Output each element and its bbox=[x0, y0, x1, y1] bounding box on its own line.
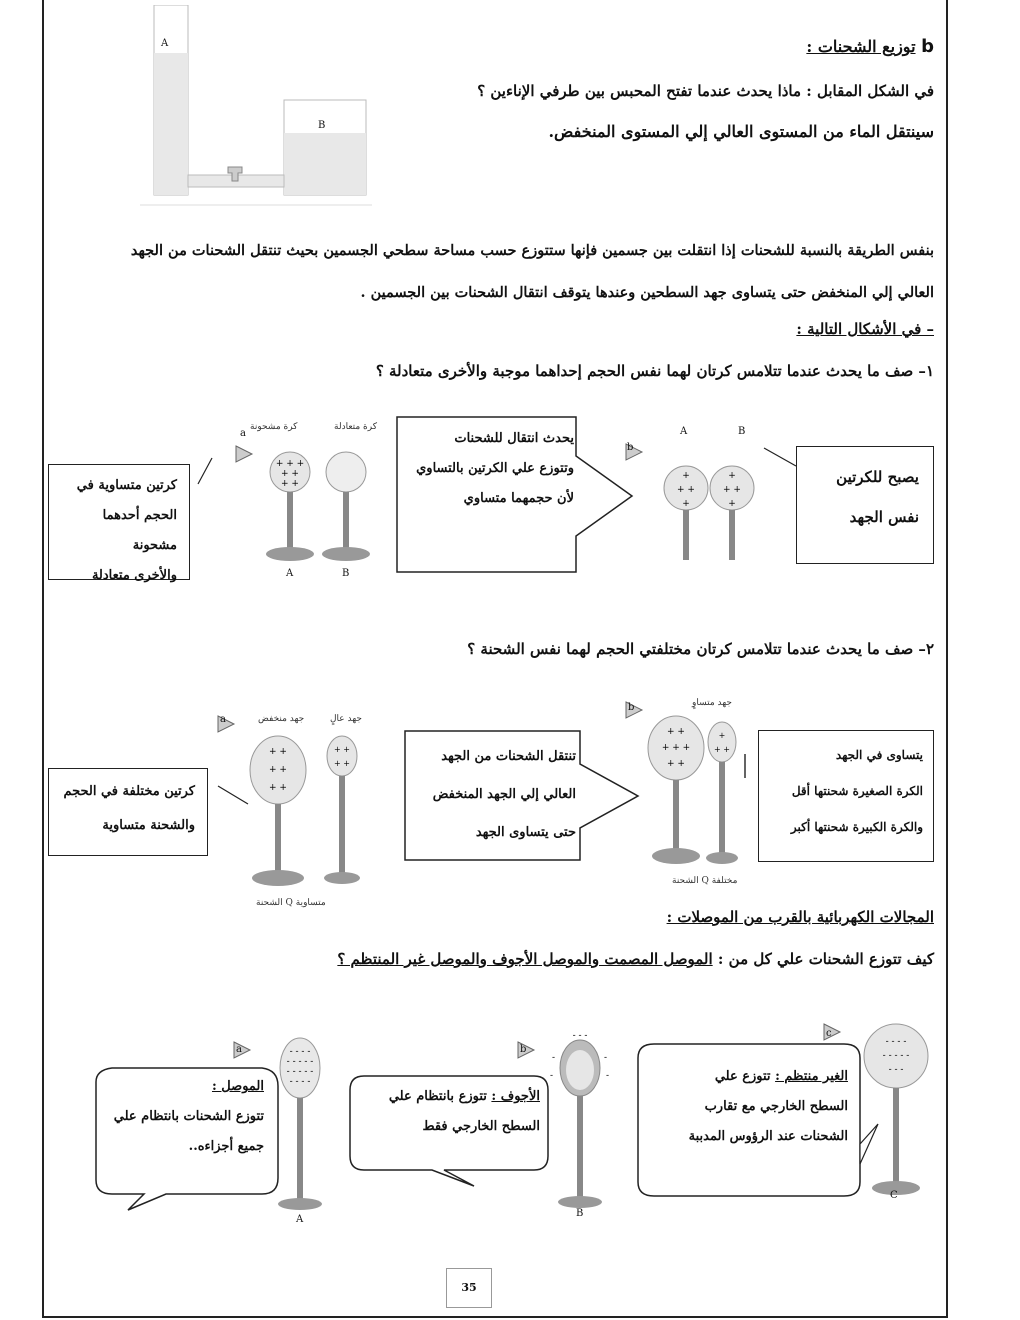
svg-text:- - -: - - - bbox=[572, 1031, 588, 1041]
q1-right-box bbox=[796, 446, 934, 564]
svg-text:+ + +: + + + bbox=[661, 743, 691, 753]
q2-arrow-text bbox=[410, 738, 576, 852]
paragraph-line-1: بنفس الطريقة بالنسبة للشحنات إذا انتقلت بين جسمين فإنها ستتوزع حسب مساحة سطحي الجسمين بحيث تنتقل الشحنات من الجهد bbox=[130, 242, 934, 259]
conductors-question bbox=[134, 950, 934, 968]
q2-right-line-3: والكرة الكبيرة شحنتها أكبر bbox=[790, 820, 923, 834]
q1-left-line-3: والأخرى متعادلة bbox=[91, 568, 177, 583]
q2-right-line-2: الكرة الصغيرة شحنتها أقل bbox=[791, 784, 923, 798]
vessel-a-label: A bbox=[161, 38, 169, 49]
q2-right-box bbox=[758, 730, 934, 862]
svg-text:+ +: + + bbox=[667, 759, 685, 769]
q2-arrow-line-3: حتى يتساوى الجهد bbox=[475, 825, 576, 840]
svg-text:- - - - -: - - - - - bbox=[882, 1051, 910, 1061]
svg-text:- - - -: - - - - bbox=[289, 1077, 311, 1087]
q1-stand-a: A bbox=[286, 568, 294, 579]
q2-tag-a: a bbox=[220, 714, 226, 725]
q2-right-pointer bbox=[740, 752, 750, 780]
conductor-b-title: الأجوف : bbox=[491, 1089, 540, 1104]
conductor-a-line-1: تتوزع الشحنات بانتظام علي bbox=[113, 1109, 264, 1124]
q2-text: ٢– صف ما يحدث عندما تتلامس كرتان مختلفتي الحجم لهما نفس الشحنة ؟ bbox=[467, 640, 934, 658]
svg-text:+ +: + + bbox=[667, 727, 685, 737]
q2-spheres-before bbox=[214, 708, 374, 898]
svg-text:- - - - -: - - - - - bbox=[286, 1057, 314, 1067]
conductor-b-tag: b bbox=[520, 1044, 527, 1055]
svg-text:+ +: + + bbox=[334, 745, 350, 754]
conductor-c-line-0: تتوزع علي bbox=[714, 1069, 771, 1084]
svg-text:-: - bbox=[606, 1071, 610, 1081]
q2-equal-potential: جهد متساوٍ bbox=[692, 698, 732, 708]
svg-text:-: - bbox=[552, 1053, 556, 1063]
q2-left-line-1: كرتين مختلفة في الحجم bbox=[63, 784, 195, 799]
q2-left-line-2: والشحنة متساوية bbox=[102, 818, 195, 833]
conductor-a-title: الموصل : bbox=[211, 1079, 264, 1094]
svg-text:+ +: + + bbox=[714, 745, 730, 754]
section-b-title: توزيع الشحنات : bbox=[806, 37, 916, 56]
q2-diff-charge: الشحنة Q مختلفة bbox=[672, 876, 738, 886]
svg-text:+ +: + + bbox=[334, 759, 350, 768]
conductor-a-line-2: جميع أجزاءه.. bbox=[188, 1139, 264, 1154]
svg-text:+ +: + + bbox=[723, 485, 741, 495]
svg-text:+ + +: + + + bbox=[275, 459, 305, 469]
svg-text:- - - -: - - - - bbox=[885, 1037, 907, 1047]
vessel-answer: سينتقل الماء من المستوى العالي إلي المستوى المنخفض. bbox=[548, 122, 934, 141]
svg-text:+: + bbox=[728, 471, 736, 481]
q1-arrow-line-1: يحدث انتقال للشحنات bbox=[454, 431, 574, 446]
q1-spheres-before bbox=[232, 420, 372, 570]
conductor-a-tag: a bbox=[236, 1044, 242, 1055]
conductors-question-prefix: كيف تتوزع الشحنات علي كل من : bbox=[717, 950, 934, 968]
q2-left-box bbox=[48, 768, 208, 856]
q1-tag-a: a bbox=[240, 428, 246, 439]
vessels-figure bbox=[140, 5, 380, 210]
conductor-c-title: الغير منتظم : bbox=[775, 1069, 848, 1084]
svg-text:- - - - -: - - - - - bbox=[286, 1067, 314, 1077]
q1-neutral-caption: كرة متعادلة bbox=[334, 422, 378, 432]
conductor-b-line-1: السطح الخارجي فقط bbox=[422, 1119, 540, 1134]
q1-text: ١– صف ما يحدث عندما تتلامس كرتان لهما نفس الحجم إحداهما موجبة والأخرى متعادلة ؟ bbox=[375, 362, 934, 380]
svg-text:- - -: - - - bbox=[888, 1065, 904, 1075]
conductor-a-letter: A bbox=[296, 1214, 304, 1225]
q1-left-line-2: الحجم أحدهما مشحونة bbox=[102, 508, 177, 553]
q2-arrow-line-1: تنتقل الشحنات من الجهد bbox=[441, 749, 576, 764]
q1-stand-b: B bbox=[342, 568, 350, 579]
vessel-b-label: B bbox=[318, 120, 326, 131]
q2-arrow-line-2: العالي إلي الجهد المنخفض bbox=[432, 787, 576, 802]
svg-text:+ +: + + bbox=[677, 485, 695, 495]
q2-right-line-1: يتساوى في الجهد bbox=[835, 748, 923, 762]
svg-text:+ +: + + bbox=[269, 765, 287, 775]
conductor-b-letter: B bbox=[576, 1208, 584, 1219]
section-letter: b bbox=[921, 36, 934, 57]
q1-spheres-after bbox=[622, 430, 772, 570]
svg-text:+: + bbox=[682, 471, 690, 481]
svg-text:+ +: + + bbox=[281, 479, 299, 489]
q2-spheres-after bbox=[622, 696, 752, 874]
conductor-c-tag: c bbox=[826, 1028, 832, 1039]
conductors-question-rest: الموصل المصمت والموصل الأجوف والموصل غير المنتظم ؟ bbox=[337, 950, 713, 968]
vessel-question: في الشكل المقابل : ماذا يحدث عندما تفتح المحبس بين طرفي الإناءين ؟ bbox=[477, 82, 934, 100]
q1-left-line-1: كرتين متساوية في bbox=[76, 478, 177, 493]
svg-text:+ +: + + bbox=[269, 783, 287, 793]
conductor-a-text bbox=[104, 1072, 264, 1162]
section-b-heading bbox=[514, 36, 934, 57]
svg-text:+ +: + + bbox=[281, 469, 299, 479]
conductor-c-letter: C bbox=[890, 1190, 898, 1201]
conductor-b-text bbox=[360, 1082, 540, 1142]
q1-arrow-line-3: لأن حجمهما متساوي bbox=[463, 491, 574, 506]
q1-right-line-1: يصبح للكرتين bbox=[836, 468, 919, 486]
q1-after-b: B bbox=[738, 426, 746, 437]
q1-right-line-2: نفس الجهد bbox=[849, 508, 919, 526]
q1-after-a: A bbox=[680, 426, 688, 437]
q2-low-caption: جهد منخفض bbox=[258, 714, 305, 724]
figures-heading: – في الأشكال التالية : bbox=[796, 320, 934, 338]
svg-text:+: + bbox=[728, 499, 736, 509]
q1-left-box bbox=[48, 464, 190, 583]
q2-equal-charge: الشحنة Q متساوية bbox=[256, 898, 326, 908]
q1-arrow-text bbox=[402, 424, 574, 514]
q2-tag-b: b bbox=[628, 702, 635, 713]
q1-arrow-line-2: وتتوزع علي الكرتين بالتساوي bbox=[416, 461, 574, 476]
svg-text:+: + bbox=[682, 499, 690, 509]
q1-tag-b: b bbox=[627, 442, 634, 453]
fields-heading: المجالات الكهربائية بالقرب من الموصلات : bbox=[666, 908, 934, 926]
q2-high-caption: جهد عالٍ bbox=[330, 714, 362, 724]
conductor-c-text bbox=[652, 1062, 848, 1152]
svg-text:+: + bbox=[718, 731, 726, 740]
svg-text:-: - bbox=[550, 1071, 554, 1081]
conductor-c-line-1: السطح الخارجي مع تقارب bbox=[704, 1099, 848, 1114]
svg-text:- - - -: - - - - bbox=[289, 1047, 311, 1057]
q1-right-pointer bbox=[762, 446, 798, 468]
svg-text:-: - bbox=[604, 1053, 608, 1063]
conductor-c-line-2: الشحنات عند الرؤوس المدببة bbox=[688, 1129, 848, 1144]
svg-text:+ +: + + bbox=[269, 747, 287, 757]
paragraph-line-2: العالي إلي المنخفض حتى يتساوى جهد السطحين وعندها يتوقف انتقال الشحنات بين الجسمين . bbox=[360, 284, 934, 301]
q1-pointer-line bbox=[196, 456, 216, 486]
page-number: 35 bbox=[446, 1268, 492, 1308]
conductor-b-line-0: تتوزع بانتظام علي bbox=[388, 1089, 487, 1104]
q1-charged-caption: كرة مشحونة bbox=[250, 422, 298, 432]
